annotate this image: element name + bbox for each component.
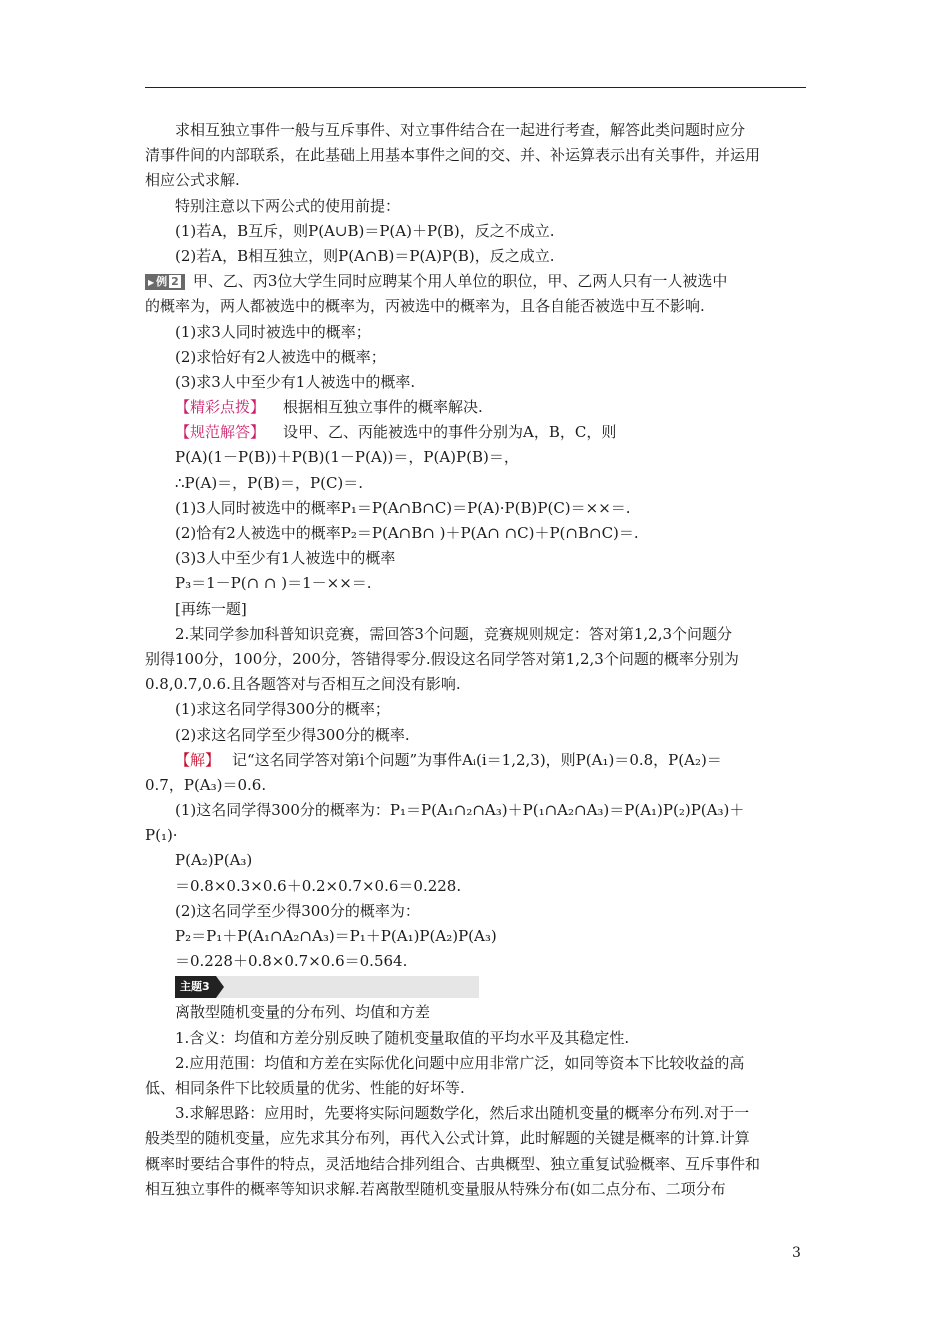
solution-step: ∴P(A)＝，P(B)＝，P(C)＝. — [175, 473, 364, 492]
example-question-1: (1)求3人同时被选中的概率； — [175, 322, 371, 341]
example-question-3: (3)求3人中至少有1人被选中的概率. — [175, 372, 416, 391]
text-line: P(₁)· — [145, 826, 178, 845]
text-line: P₂＝P₁＋P(A₁∩A₂∩A₃)＝P₁＋P(A₁)P(A₂)P(A₃) — [175, 927, 497, 945]
text-line: 1.含义：均值和方差分别反映了随机变量取值的平均水平及其稳定性. — [175, 1028, 630, 1047]
hint-text: 根据相互独立事件的概率解决. — [283, 398, 483, 417]
solution-step: (1)3人同时被选中的概率P₁＝P(A∩B∩C)＝P(A)·P(B)P(C)＝××＝. — [175, 498, 631, 517]
topic-content — [145, 1026, 806, 1202]
hint-label: 【精彩点拨】 — [175, 398, 266, 417]
text-line: (1)若A，B互斥，则P(A∪B)＝P(A)＋P(B)，反之不成立. — [175, 221, 555, 240]
text-line: (1)求这名同学得300分的概率； — [175, 700, 390, 719]
text-line: ＝0.8×0.3×0.6＋0.2×0.7×0.6＝0.228. — [175, 876, 462, 895]
page-number: 3 — [792, 1245, 801, 1261]
text-line: 概率时要结合事件的特点，灵活地结合排列组合、古典概型、独立重复试验概率、互斥事件和 — [145, 1154, 761, 1173]
topic-badge: 主题3 — [175, 976, 216, 998]
text-line: 0.8,0.7,0.6.且各题答对与否相互之间没有影响. — [145, 675, 461, 694]
text-line: 0.7，P(A₃)＝0.6. — [145, 775, 267, 794]
example-badge: ▶ 例 2 — [145, 274, 185, 290]
text-line: P(A₂)P(A₃) — [175, 851, 253, 870]
example-line-2: 的概率为，两人都被选中的概率为，丙被选中的概率为，且各自能否被选中互不影响. — [145, 297, 705, 316]
text-line: 清事件间的内部联系，在此基础上用基本事件之间的交、并、补运算表示出有关事件，并运用 — [145, 146, 761, 165]
practice-answer — [145, 773, 806, 975]
text-line: (1)这名同学得300分的概率为：P₁＝P(A₁∩₂∩A₃)＋P(₁∩A₂∩A₃)＝P(A₁)P(₂)P(A₃)＋ — [175, 801, 745, 820]
topic-title: 离散型随机变量的分布列、均值和方差 — [175, 1003, 431, 1022]
header-rule — [145, 87, 806, 88]
text-line: 2.某同学参加科普知识竞赛，需回答3个问题，竞赛规则规定：答对第1,2,3个问题分 — [175, 624, 733, 643]
text-line: (2)这名同学至少得300分的概率为： — [175, 901, 420, 920]
answer-line — [145, 748, 806, 773]
text-line: (2)若A，B相互独立，则P(A∩B)＝P(A)P(B)，反之成立. — [175, 246, 555, 265]
text-line: 低、相同条件下比较质量的优劣、性能的好坏等. — [145, 1078, 465, 1097]
text-line: 相互独立事件的概率等知识求解.若离散型随机变量服从特殊分布(如二点分布、二项分布 — [145, 1179, 726, 1198]
solution-text: 设甲、乙、丙能被选中的事件分别为A，B，C，则 — [283, 423, 617, 442]
answer-label: 【解】 — [175, 750, 221, 769]
intro-section — [145, 118, 806, 269]
text-line: 般类型的随机变量，应先求其分布列，再代入公式计算，此时解题的关键是概率的计算.计算 — [145, 1129, 750, 1148]
solution-step: (3)3人中至少有1人被选中的概率 — [175, 549, 396, 568]
practice-header: [再练一题] — [175, 599, 247, 618]
solution-steps — [145, 445, 806, 596]
text-line: 2.应用范围：均值和方差在实际优化问题中应用非常广泛，如同等资本下比较收益的高 — [175, 1053, 745, 1072]
topic-header-bar — [175, 976, 479, 998]
answer-text: 记“这名同学答对第i个问题”为事件Aᵢ(i＝1,2,3)，则P(A₁)＝0.8，P(A₂)＝ — [232, 750, 722, 769]
solution-step: P₃＝1－P(∩ ∩ )＝1－××＝. — [175, 574, 372, 593]
solution-step: P(A)(1－P(B))＋P(B)(1－P(A))＝，P(A)P(B)＝， — [175, 448, 519, 467]
text-line: 特别注意以下两公式的使用前提： — [175, 196, 401, 215]
solution-step: (2)恰有2人被选中的概率P₂＝P(A∩B∩ )＋P(A∩ ∩C)＋P(∩B∩C)＝. — [175, 524, 639, 542]
example-line-1 — [145, 269, 806, 294]
practice-problem — [145, 622, 806, 748]
text-line: 3.求解思路：应用时，先要将实际问题数学化，然后求出随机变量的概率分布列.对于一 — [175, 1104, 750, 1123]
example-text: 甲、乙、丙3位大学生同时应聘某个用人单位的职位，甲、乙两人只有一人被选中 — [192, 272, 728, 291]
text-line: 别得100分，100分，200分，答错得零分.假设这名同学答对第1,2,3个问题的概率分别为 — [145, 649, 739, 668]
text-line: (2)求这名同学至少得300分的概率. — [175, 725, 410, 744]
text-line: ＝0.228＋0.8×0.7×0.6＝0.564. — [175, 952, 408, 971]
text-line: 求相互独立事件一般与互斥事件、对立事件结合在一起进行考查，解答此类问题时应分 — [175, 121, 746, 139]
solution-label: 【规范解答】 — [175, 423, 266, 442]
document-body — [145, 118, 806, 1202]
example-question-2: (2)求恰好有2人被选中的概率； — [175, 347, 386, 366]
hint-line — [145, 395, 806, 420]
triangle-icon: ▶ — [148, 278, 155, 288]
solution-line — [145, 420, 806, 445]
text-line: 相应公式求解. — [145, 171, 240, 190]
